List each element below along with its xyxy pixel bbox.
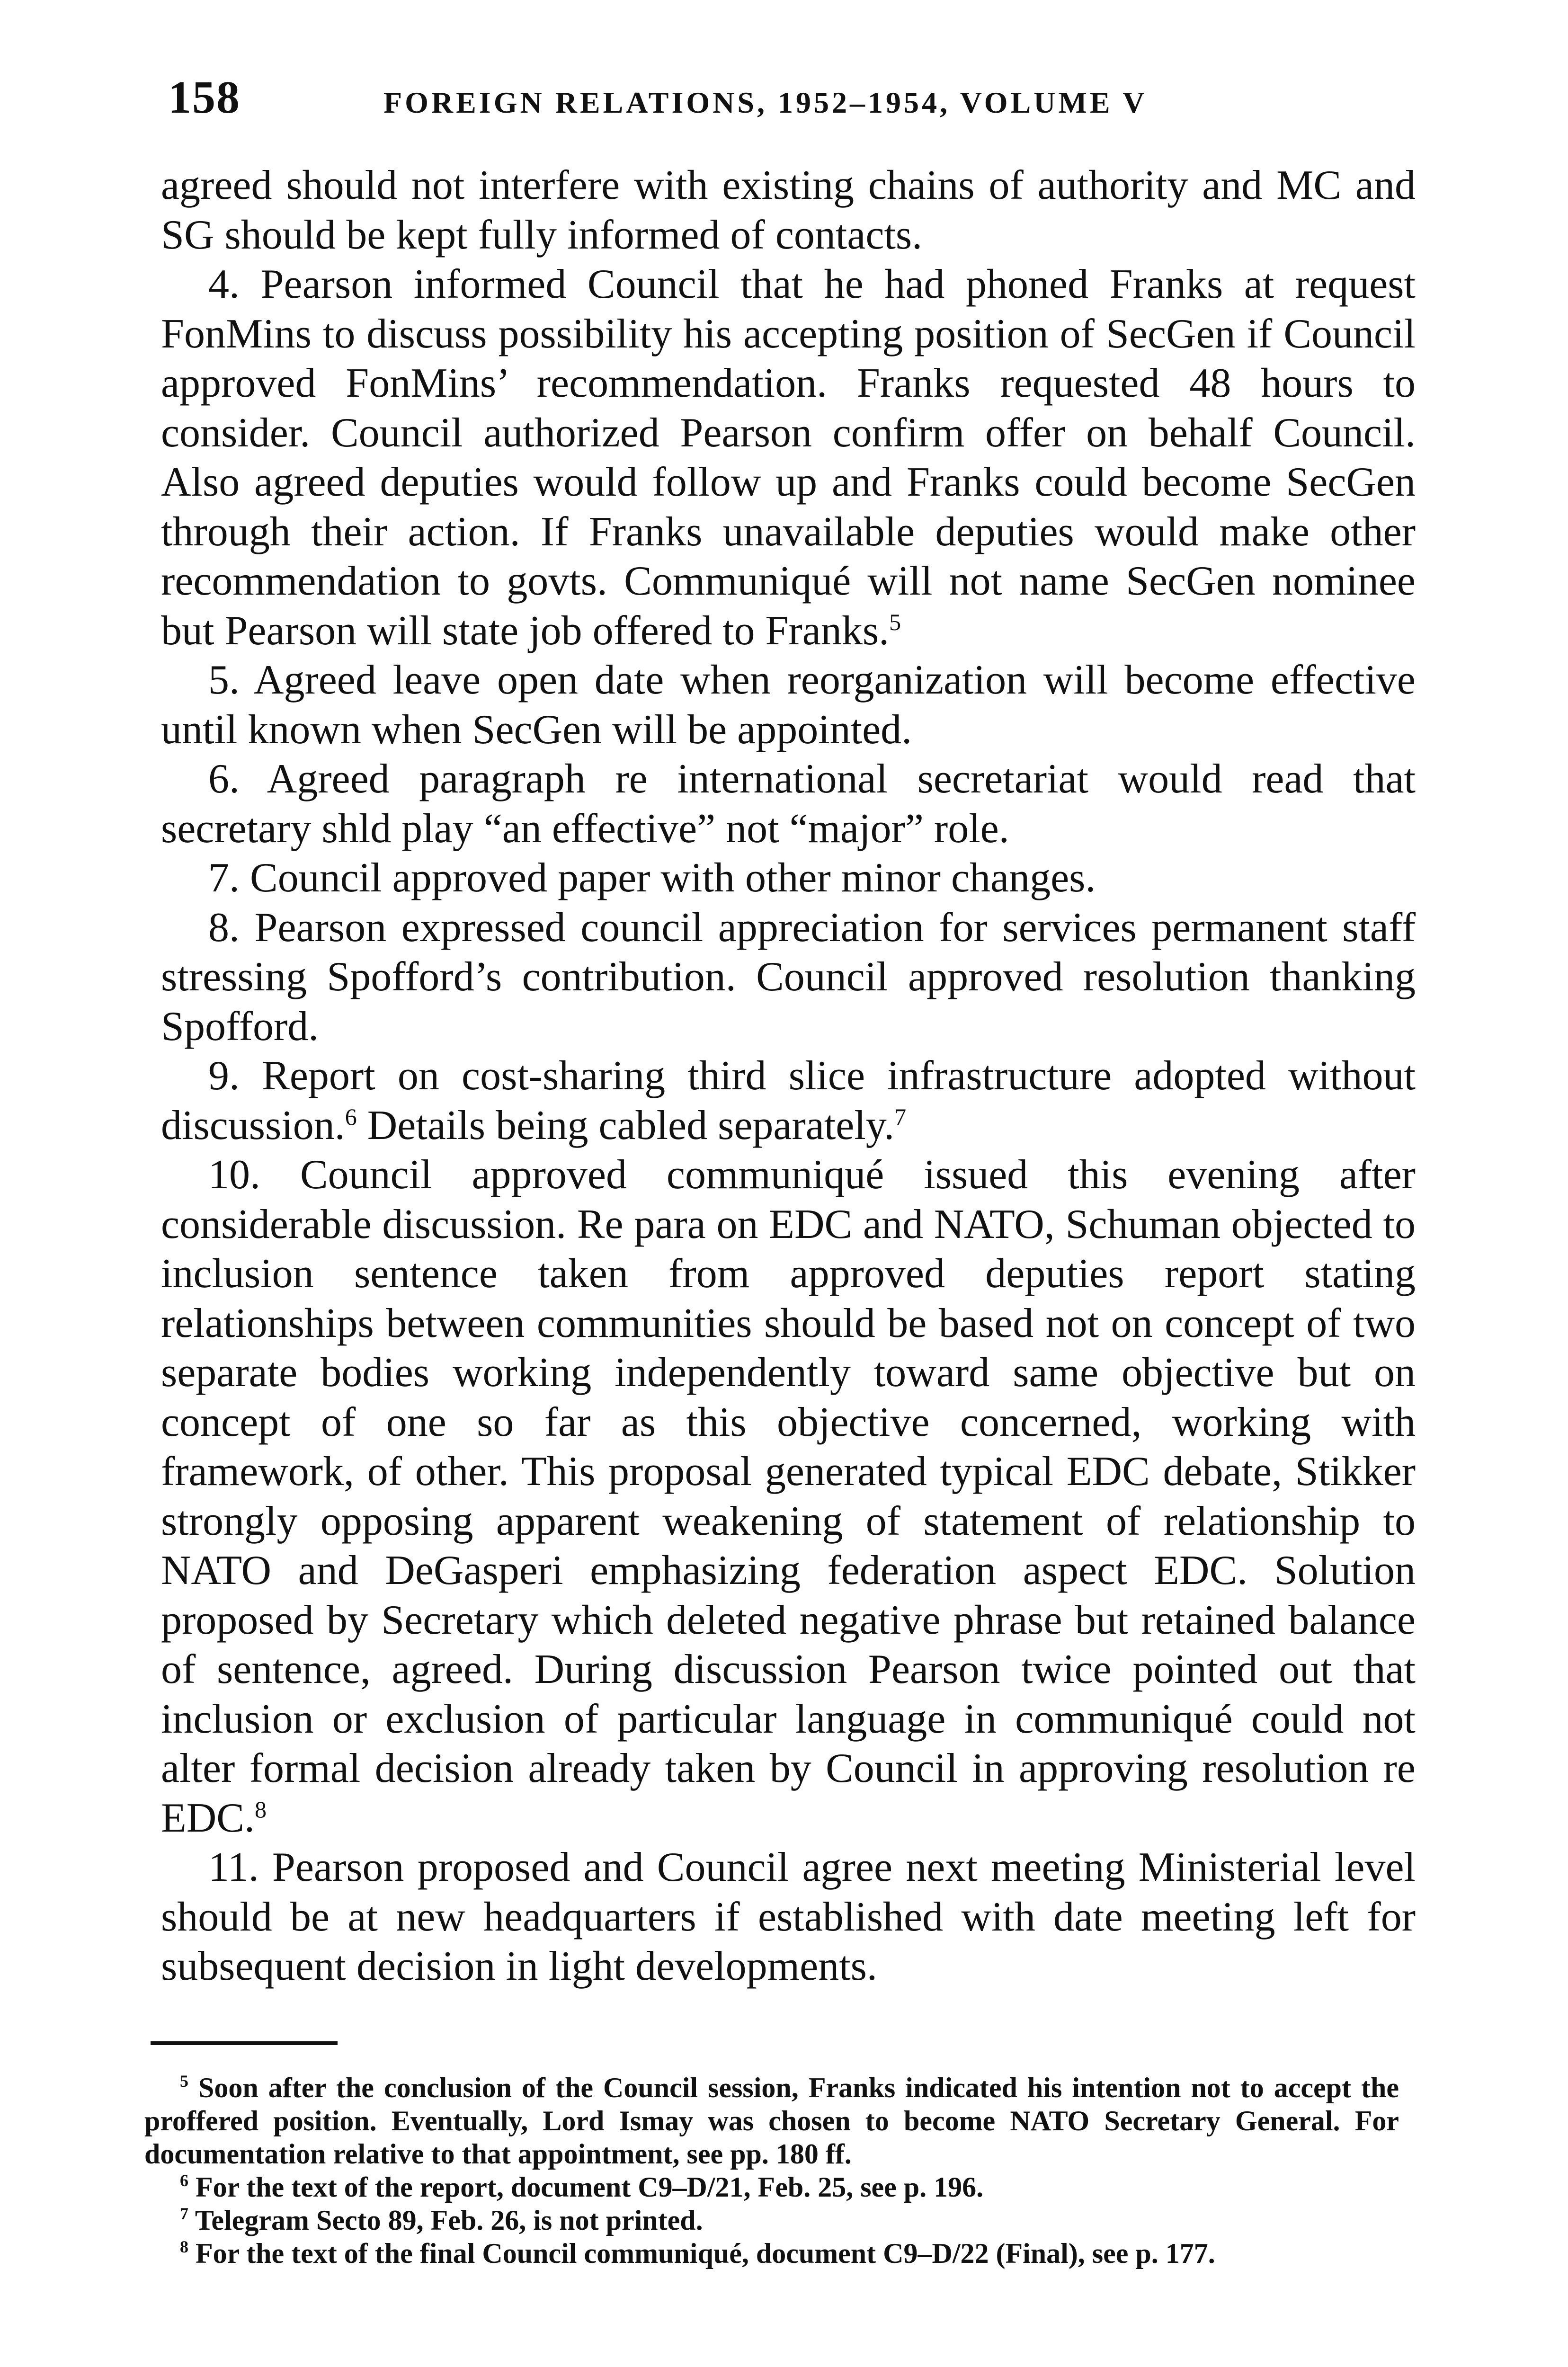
footnote-ref: 8: [255, 1796, 267, 1823]
footnote: [144, 2171, 1399, 2204]
paragraph-7: [161, 854, 1416, 903]
footnote-text: For the text of the report, document C9–D/21, Feb. 25, see p. 196.: [196, 2171, 984, 2203]
footnote-mark: 7: [180, 2204, 188, 2223]
footnote-text: Telegram Secto 89, Feb. 26, is not printed.: [195, 2205, 703, 2236]
footnote-text: Soon after the conclusion of the Council session, Franks indicated his intention not to accept the proffered position. Eventually, Lord Ismay was chosen to become NATO Secretary General. For documentation relative to that appointment, see pp. 180 ff.: [144, 2072, 1399, 2170]
paragraph-9: [161, 1051, 1416, 1150]
body-text: [161, 161, 1416, 1992]
footnote-mark: 8: [180, 2237, 188, 2256]
paragraph-4: [161, 260, 1416, 656]
footnote: [144, 2071, 1399, 2171]
paragraph-text: 6. Agreed paragraph re international secretariat would read that secretary shld play “an effective” not “major” role.: [161, 756, 1416, 852]
footnote-divider: [151, 2041, 338, 2045]
paragraph-text: 7. Council approved paper with other minor changes.: [208, 855, 1096, 901]
paragraph-text: Details being cabled separately.: [356, 1102, 895, 1148]
running-head: [168, 71, 1399, 123]
paragraph-text: 10. Council approved communiqué issued this evening after considerable discussion. Re para on EDC and NATO, Schuman objected to inclusion sentence taken from approved deputies report stating relationships between communities should be based not on concept of two separate bodies working independently toward same objective but on concept of one so far as this objective concerned, working with framework, of other. This proposal generated typical EDC debate, Stikker strongly opposing apparent weakening of statement of relationship to NATO and DeGasperi emphasizing federation aspect EDC. Solution proposed by Secretary which deleted negative phrase but retained balance of sentence, agreed. During discussion Pearson twice pointed out that inclusion or exclusion of particular language in communiqué could not alter formal decision already taken by Council in approving resolution re EDC.: [161, 1152, 1416, 1841]
paragraph-10: [161, 1150, 1416, 1843]
footnote-mark: 5: [180, 2072, 188, 2091]
paragraph-11: [161, 1843, 1416, 1992]
paragraph-continued: [161, 161, 1416, 260]
paragraph-8: [161, 903, 1416, 1052]
footnotes: [144, 2071, 1399, 2270]
running-title: FOREIGN RELATIONS, 1952–1954, VOLUME V: [383, 86, 1148, 119]
paragraph-text: 8. Pearson expressed council appreciation for services permanent staff stressing Spofford’s contribution. Council approved resolution thanking Spofford.: [161, 904, 1416, 1050]
paragraph-5: [161, 656, 1416, 755]
paragraph-text: 4. Pearson informed Council that he had phoned Franks at request FonMins to discuss possibility his accepting position of SecGen if Council approved FonMins’ recommendation. Franks requested 48 hours to consider. Council authorized Pearson confirm offer on behalf Council. Also agreed deputies would follow up and Franks could become SecGen through their action. If Franks unavailable deputies would make other recommendation to govts. Communiqué will not name SecGen nominee but Pearson will state job offered to Franks.: [161, 261, 1416, 654]
paragraph-text: 5. Agreed leave open date when reorganization will become effective until known when SecGen will be appointed.: [161, 657, 1416, 753]
paragraph-6: [161, 755, 1416, 854]
footnote-ref: 5: [889, 608, 901, 635]
footnote-ref: 6: [345, 1103, 357, 1130]
paragraph-text: 11. Pearson proposed and Council agree next meeting Ministerial level should be at new headquarters if established with date meeting left for subsequent decision in light developments.: [161, 1844, 1416, 1989]
footnote-mark: 6: [180, 2171, 188, 2190]
footnote-ref: 7: [894, 1103, 907, 1130]
paragraph-text: agreed should not interfere with existing chains of authority and MC and SG should be kept fully informed of contacts.: [161, 162, 1416, 258]
footnote: [144, 2204, 1399, 2237]
footnote: [144, 2237, 1399, 2270]
paragraph-text: 9. Report on cost-sharing third slice infrastructure adopted without discussion.: [161, 1053, 1416, 1148]
page-number: 158: [168, 72, 241, 123]
footnote-text: For the text of the final Council communiqué, document C9–D/22 (Final), see p. 177.: [196, 2238, 1215, 2269]
